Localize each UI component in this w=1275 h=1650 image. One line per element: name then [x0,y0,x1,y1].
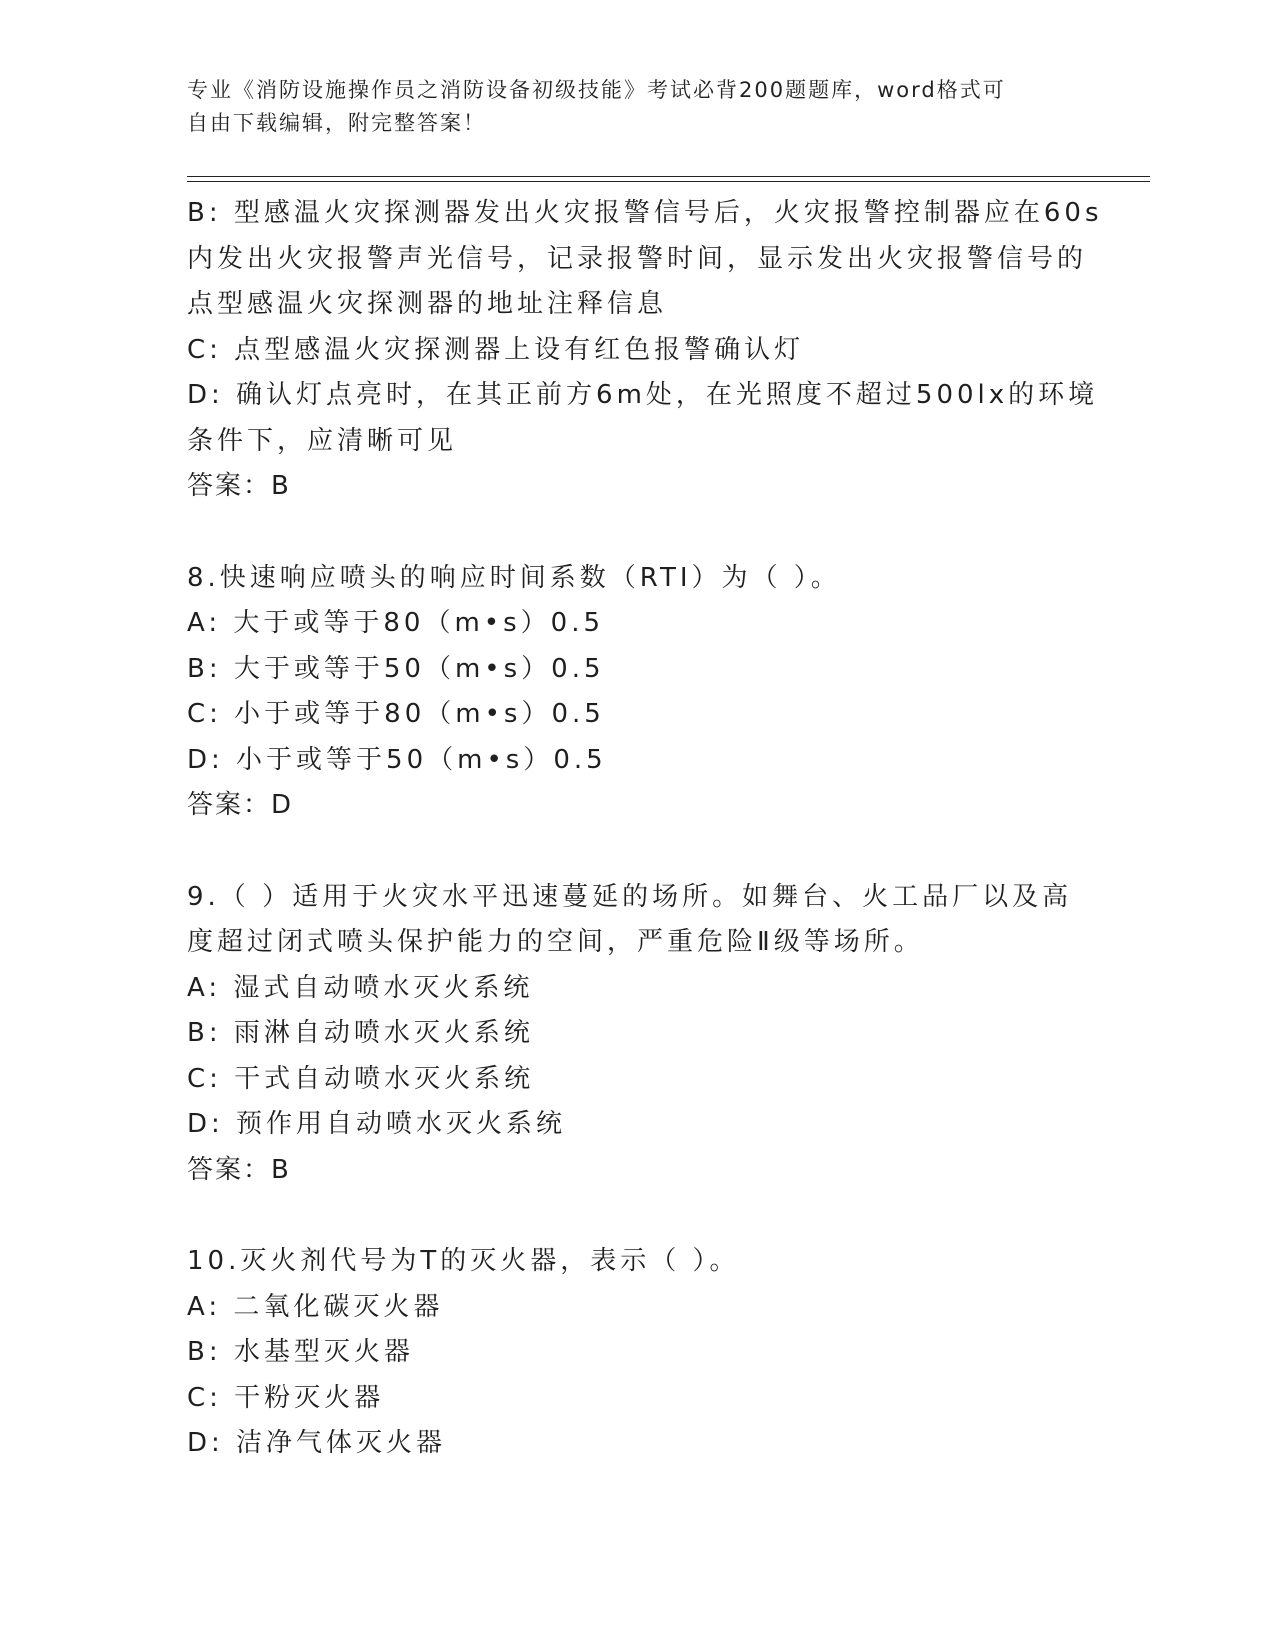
question-stem-line: 9.（ ）适用于火灾水平迅速蔓延的场所。如舞台、火工品厂以及高 [187,881,1073,912]
option-a: A: 二氧化碳灭火器 [187,1291,444,1322]
question-spacer [187,829,1067,875]
option-b: B: 雨淋自动喷水灭火系统 [187,1018,534,1048]
answer-text: 答案：D [187,790,294,820]
option-b: B: 大于或等于50（m•s）0.5 [187,653,605,684]
header-divider [187,176,1150,182]
option-b-line: B: 型感温火灾探测器发出火灾报警信号后，火灾报警控制器应在60s [187,198,1103,228]
answer-text: 答案：B [187,471,291,501]
question-spacer [187,510,1067,556]
question-content [187,191,1103,1467]
option-a: A: 大于或等于80（m•s）0.5 [187,608,604,638]
option-a: A: 湿式自动喷水灭火系统 [187,972,534,1003]
option-d: D: 小于或等于50（m•s）0.5 [187,744,607,775]
question-stem: 10.灭火剂代号为T的灭火器，表示（ ）。 [187,1246,740,1276]
question-stem-line: 度超过闭式喷头保护能力的空间，严重危险Ⅱ级等场所。 [187,927,924,957]
option-c: C: 干粉灭火器 [187,1382,385,1413]
question-spacer [187,1193,1067,1239]
header-title-line-1: 专业《消防设施操作员之消防设备初级技能》考试必背200题题库，word格式可 [187,78,1006,102]
question-10 [187,1239,1067,1467]
header-title-line-2: 自由下载编辑，附完整答案！ [187,111,486,135]
option-d: D: 预作用自动喷水灭火系统 [187,1109,567,1139]
option-d-line: D: 确认灯点亮时，在其正前方6m处，在光照度不超过500lx的环境 [187,380,1099,410]
question-7-continued [187,191,1103,510]
option-c: C: 小于或等于80（m•s）0.5 [187,699,605,729]
option-c: C: 干式自动喷水灭火系统 [187,1063,535,1094]
question-8 [187,556,1067,829]
option-b-line: 点型感温火灾探测器的地址注释信息 [187,289,668,319]
document-header [187,74,1067,140]
option-c: C: 点型感温火灾探测器上设有红色报警确认灯 [187,334,805,365]
question-stem: 8.快速响应喷头的响应时间系数（RTI）为（ ）。 [187,562,841,593]
option-b: B: 水基型灭火器 [187,1337,414,1367]
option-d-line: 条件下，应清晰可见 [187,425,458,456]
option-d: D: 洁净气体灭火器 [187,1428,447,1458]
question-9 [187,875,1073,1194]
answer-text: 答案：B [187,1154,291,1185]
option-b-line: 内发出火灾报警声光信号，记录报警时间，显示发出火灾报警信号的 [187,243,1088,274]
